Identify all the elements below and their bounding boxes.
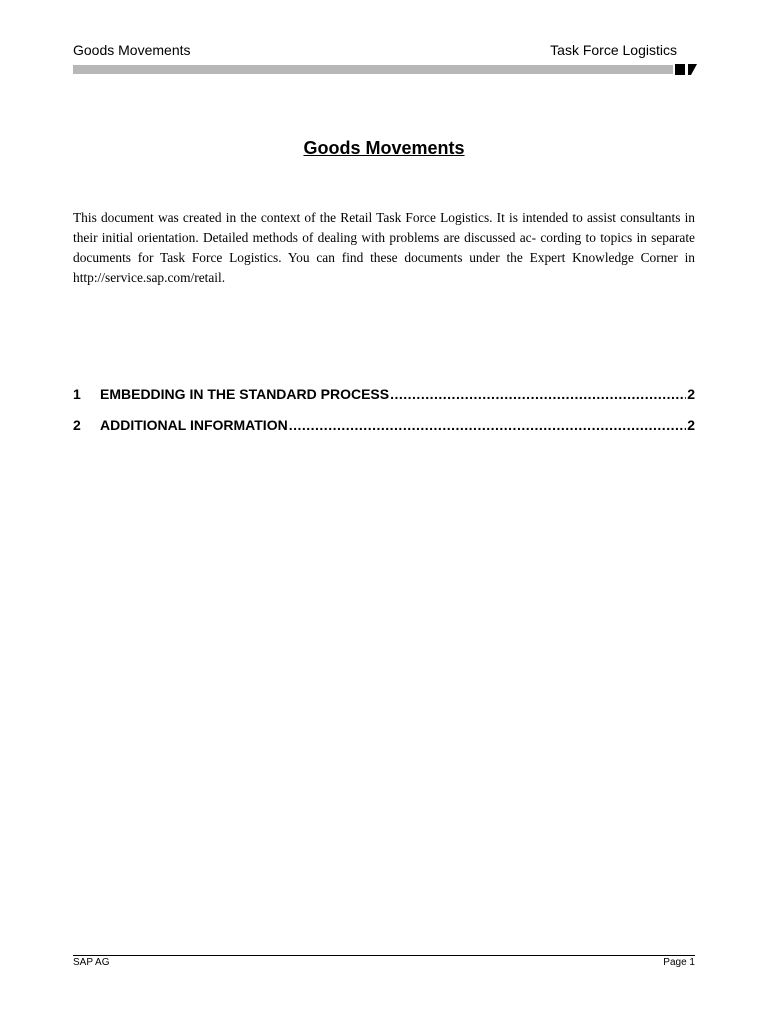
footer-company: SAP AG [73, 957, 110, 968]
page-title: Goods Movements [303, 138, 465, 158]
toc-title: EMBEDDING IN THE STANDARD PROCESS [100, 386, 390, 402]
toc-entry[interactable] [73, 417, 695, 437]
toc-leader [289, 417, 687, 433]
header-task-force: Task Force Logistics [550, 42, 677, 58]
toc-page-number: 2 [687, 417, 695, 433]
footer-rule [73, 955, 695, 956]
toc-entry[interactable] [73, 386, 695, 406]
intro-paragraph: This document was created in the context of the Retail Task Force Logistics. It is intended to assist consultants in their initial orientation. Detailed methods of dealing with problems are discussed ac- cording to topics in separate documents for Task Force Logistics. You can find these documents under the Expert Knowledge Corner in http://service.sap.com/retail. [73, 210, 695, 285]
header-rule [73, 65, 673, 74]
toc-page-number: 2 [687, 386, 695, 402]
toc-number: 1 [73, 386, 81, 402]
toc-title: ADDITIONAL INFORMATION [100, 417, 288, 433]
toc-leader [390, 386, 686, 402]
sap-logo-icon [675, 64, 697, 75]
footer-page-number: Page 1 [663, 957, 695, 968]
toc-number: 2 [73, 417, 81, 433]
header-document-title: Goods Movements [73, 42, 191, 58]
